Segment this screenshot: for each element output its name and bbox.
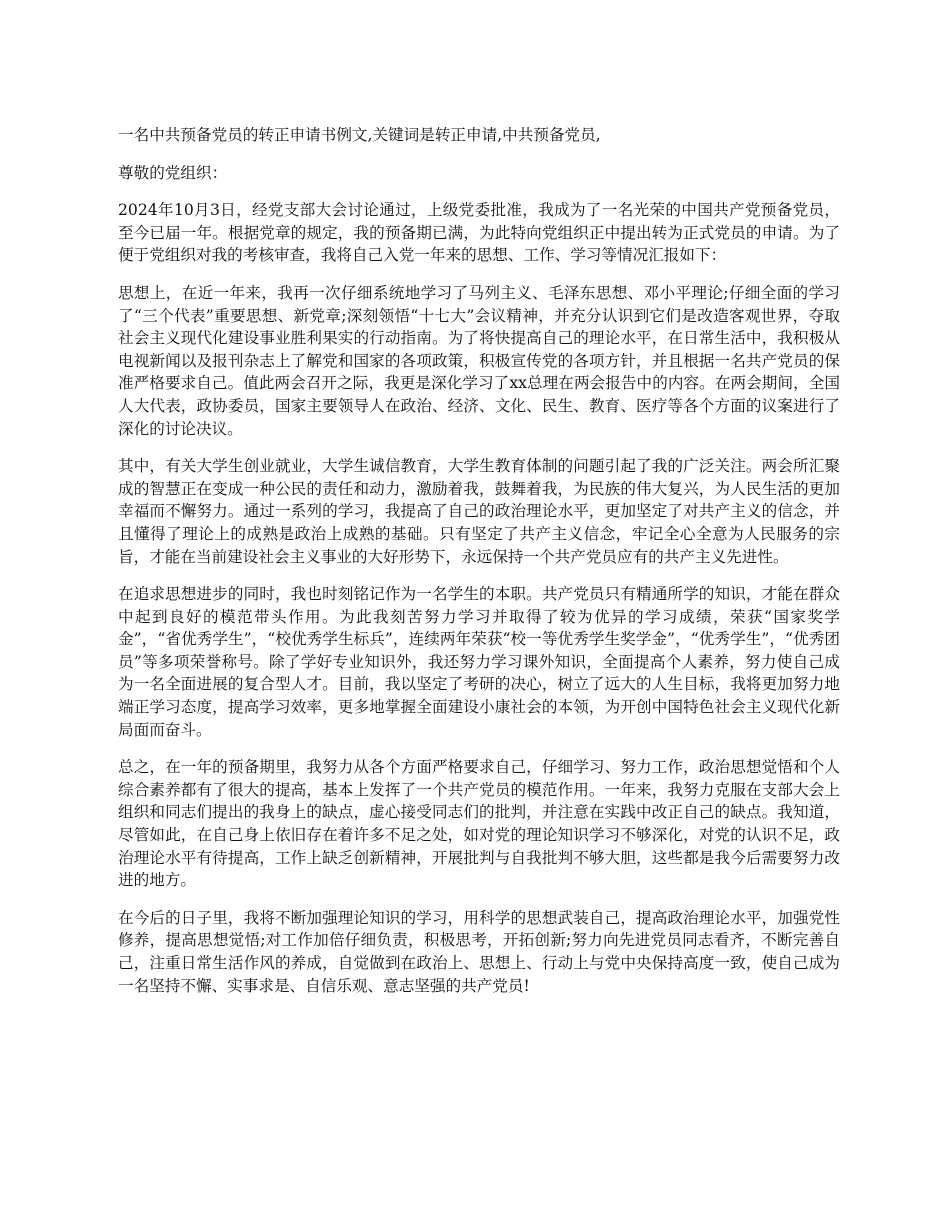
paragraph-summary: 总之，在一年的预备期里，我努力从各个方面严格要求自己，仔细学习、努力工作，政治思想觉悟和个人综合素养都有了很大的提高，基本上发挥了一个共产党员的模范作用。一年来，我努力克服在支部大会上组织和同志们提出的我身上的缺点，虚心接受同志们的批判，并注意在实践中改正自己的缺点。我知道，尽管如此，在自己身上依旧存在着许多不足之处，如对党的理论知识学习不够深化，对党的认识不足，政治理论水平有待提高，工作上缺乏创新精神，开展批判与自我批判不够大胆，这些都是我今后需要努力改进的地方。 — [118, 758, 840, 890]
paragraph-study: 在追求思想进步的同时，我也时刻铭记作为一名学生的本职。共产党员只有精通所学的知识，才能在群众中起到良好的模范带头作用。为此我刻苦努力学习并取得了较为优异的学习成绩，荣获“国家奖学金”，“省优秀学生”，“校优秀学生标兵”，连续两年荣获“校一等优秀学生奖学金”，“优秀学生”，“优秀团员”等多项荣誉称号。除了学好专业知识外，我还努力学习课外知识，全面提高个人素养，努力使自己成为一名全面进展的复合型人才。目前，我以坚定了考研的决心，树立了远大的人生目标，我将更加努力地端正学习态度，提高学习效率，更多地掌握全面建设小康社会的本领，为开创中国特色社会主义现代化新局面而奋斗。 — [118, 585, 840, 739]
paragraph-two-sessions: 其中，有关大学生创业就业，大学生诚信教育，大学生教育体制的问题引起了我的广泛关注。两会所汇聚成的智慧正在变成一种公民的责任和动力，激励着我，鼓舞着我，为民族的伟大复兴，为人民生活的更加幸福而不懈努力。通过一系列的学习，我提高了自己的政治理论水平，更加坚定了对共产主义的信念，并且懂得了理论上的成熟是政治上成熟的基础。只有坚定了共产主义信念，牢记全心全意为人民服务的宗旨，才能在当前建设社会主义事业的大好形势下，永远保持一个共产党员应有的共产主义先进性。 — [118, 457, 840, 566]
salutation: 尊敬的党组织： — [118, 163, 228, 182]
paragraph-future: 在今后的日子里，我将不断加强理论知识的学习，用科学的思想武装自己，提高政治理论水平，加强党性修养，提高思想觉悟;对工作加倍仔细负责，积极思考，开拓创新;努力向先进党员同志看齐，不断完善自己，注重日常生活作风的养成，自觉做到在政治上、思想上、行动上与党中央保持高度一致，使自己成为一名坚持不懈、实事求是、自信乐观、意志坚强的共产党员! — [118, 908, 840, 995]
document-page — [118, 124, 840, 1012]
paragraph-ideology: 思想上，在近一年来，我再一次仔细系统地学习了马列主义、毛泽东思想、邓小平理论;仔细全面的学习了“三个代表”重要思想、新党章;深刻领悟“十七大”会议精神，并充分认识到它们是改造客观世界，夺取社会主义现代化建设事业胜利果实的行动指南。为了将快提高自己的理论水平，在日常生活中，我积极从电视新闻以及报刊杂志上了解党和国家的各项政策，积极宣传党的各项方针，并且根据一名共产党员的保准严格要求自己。值此两会召开之际，我更是深化学习了xx总理在两会报告中的内容。在两会期间，全国人大代表，政协委员，国家主要领导人在政治、经济、文化、民生、教育、医疗等各个方面的议案进行了深化的讨论决议。 — [118, 283, 840, 438]
document-title-line: 一名中共预备党员的转正申请书例文,关键词是转正申请,中共预备党员, — [118, 126, 601, 144]
paragraph-intro: 2024年10月3日，经党支部大会讨论通过，上级党委批准，我成为了一名光荣的中国共产党预备党员，至今已届一年。根据党章的规定，我的预备期已满，为此特向党组织正中提出转为正式党员的申请。为了便于党组织对我的考核审查，我将自己入党一年来的思想、工作、学习等情况汇报如下： — [118, 201, 840, 265]
